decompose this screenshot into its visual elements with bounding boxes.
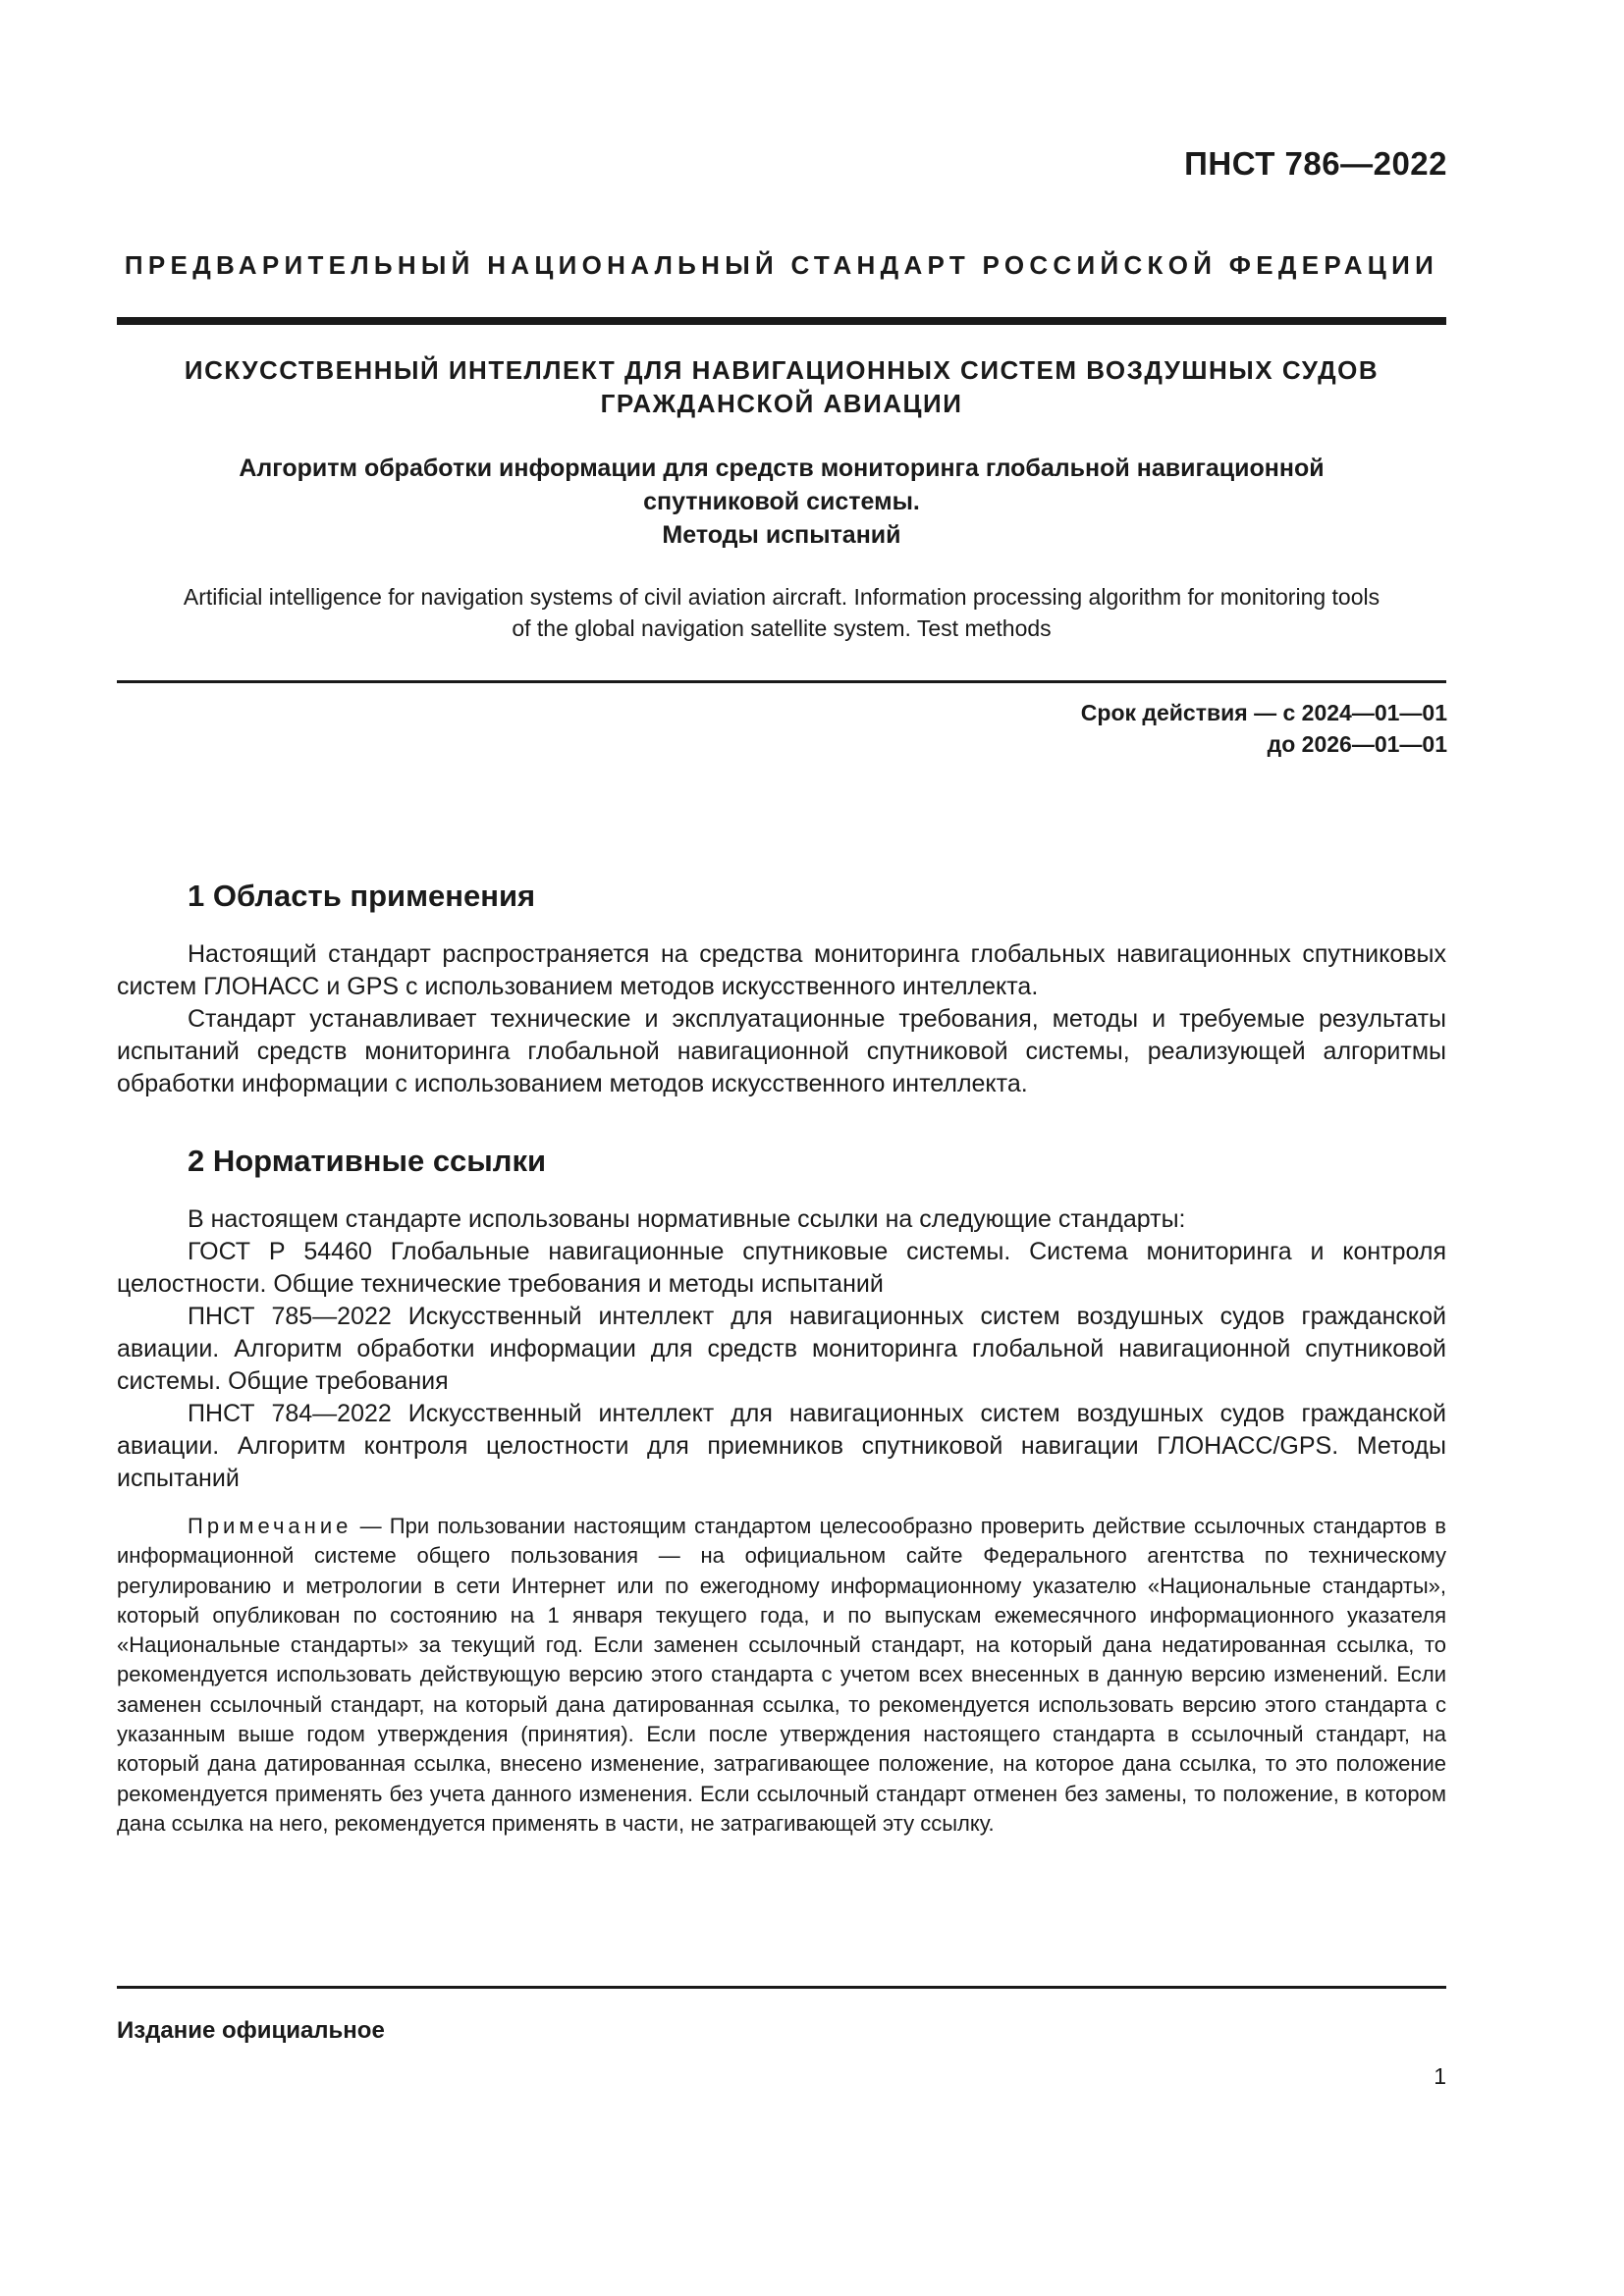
normative-reference: ПНСТ 784—2022 Искусственный интеллект для навигационных систем воздушных судов гражданской авиации. Алгоритм контроля целостности для приемников спутниковой навигации ГЛОНАСС/GPS. Методы испытаний bbox=[117, 1400, 1446, 1492]
main-title-line-2: ГРАЖДАНСКОЙ АВИАЦИИ bbox=[600, 389, 963, 418]
section-1-paragraph: Стандарт устанавливает технические и эксплуатационные требования, методы и требуемые результаты испытаний средств мониторинга глобальной навигационной спутниковой системы, реализующей алгоритмы обработки информации с использованием методов искусственного интеллекта. bbox=[117, 1005, 1446, 1097]
english-title-line-1: Artificial intelligence for navigation systems of civil aviation aircraft. Information processing algorithm for monitoring tools bbox=[183, 584, 1380, 610]
validity-from: Срок действия — с 2024—01—01 bbox=[1080, 700, 1447, 725]
series-title: ПРЕДВАРИТЕЛЬНЫЙ НАЦИОНАЛЬНЫЙ СТАНДАРТ РОССИЙСКОЙ ФЕДЕРАЦИИ bbox=[124, 250, 1439, 280]
subtitle bbox=[117, 452, 1446, 552]
validity-period bbox=[1081, 697, 1447, 760]
footer-divider bbox=[117, 1986, 1446, 1989]
note bbox=[117, 1512, 1446, 1839]
edition-label: Издание официальное bbox=[117, 2017, 385, 2044]
header-divider bbox=[117, 317, 1446, 325]
subtitle-line-1: Алгоритм обработки информации для средств мониторинга глобальной навигационной bbox=[239, 454, 1325, 482]
section-2-heading: 2 Нормативные ссылки bbox=[188, 1144, 547, 1178]
english-title-line-2: of the global navigation satellite system. Test methods bbox=[512, 615, 1052, 641]
validity-to: до 2026—01—01 bbox=[1267, 731, 1447, 757]
main-title bbox=[117, 353, 1446, 420]
english-title bbox=[117, 581, 1446, 644]
subtitle-line-2: спутниковой системы. bbox=[643, 488, 920, 515]
page-number: 1 bbox=[1434, 2063, 1446, 2089]
normative-reference: ГОСТ Р 54460 Глобальные навигационные спутниковые системы. Система мониторинга и контроля целостности. Общие технические требования и методы испытаний bbox=[117, 1238, 1446, 1298]
section-2-intro: В настоящем стандарте использованы нормативные ссылки на следующие стандарты: bbox=[188, 1205, 1186, 1233]
section-1-body bbox=[117, 938, 1446, 1100]
note-label: Примечание bbox=[188, 1514, 352, 1538]
normative-reference: ПНСТ 785—2022 Искусственный интеллект для навигационных систем воздушных судов гражданской авиации. Алгоритм обработки информации для средств мониторинга глобальной навигационной спутниковой системы. Общие требования bbox=[117, 1303, 1446, 1395]
subtitle-line-3: Методы испытаний bbox=[662, 521, 901, 549]
note-paragraph bbox=[117, 1512, 1446, 1839]
title-divider bbox=[117, 680, 1446, 683]
note-text: — При пользовании настоящим стандартом целесообразно проверить действие ссылочных стандартов в информационной системе общего пользования — на официальном сайте Федерального агентства по техническому регулированию и метрологии в сети Интернет или по ежегодному информационному указателю «Национальные стандарты», который опубликован по состоянию на 1 января текущего года, и по выпускам ежемесячного информационного указателя «Национальные стандарты» за текущий год. Если заменен ссылочный стандарт, на который дана недатированная ссылка, то рекомендуется использовать действующую версию этого стандарта с учетом всех внесенных в данную версию изменений. Если заменен ссылочный стандарт, на который дана датированная ссылка, то рекомендуется использовать версию этого стандарта с указанным выше годом утверждения (принятия). Если после утверждения настоящего стандарта в ссылочный стандарт, на который дана датированная ссылка, внесено изменение, затрагивающее положение, на которое дана ссылка, то это положение рекомендуется применять без учета данного изменения. Если ссылочный стандарт отменен без замены, то положение, в котором дана ссылка на него, рекомендуется применять в части, не затрагивающей эту ссылку. bbox=[117, 1514, 1446, 1836]
main-title-line-1: ИСКУССТВЕННЫЙ ИНТЕЛЛЕКТ ДЛЯ НАВИГАЦИОННЫХ СИСТЕМ ВОЗДУШНЫХ СУДОВ bbox=[184, 355, 1380, 385]
section-1-heading: 1 Область применения bbox=[188, 879, 536, 913]
document-number: ПНСТ 786—2022 bbox=[1184, 145, 1447, 182]
section-2-body bbox=[117, 1203, 1446, 1495]
section-1-paragraph: Настоящий стандарт распространяется на средства мониторинга глобальных навигационных спутниковых систем ГЛОНАСС и GPS с использованием методов искусственного интеллекта. bbox=[117, 940, 1446, 1000]
